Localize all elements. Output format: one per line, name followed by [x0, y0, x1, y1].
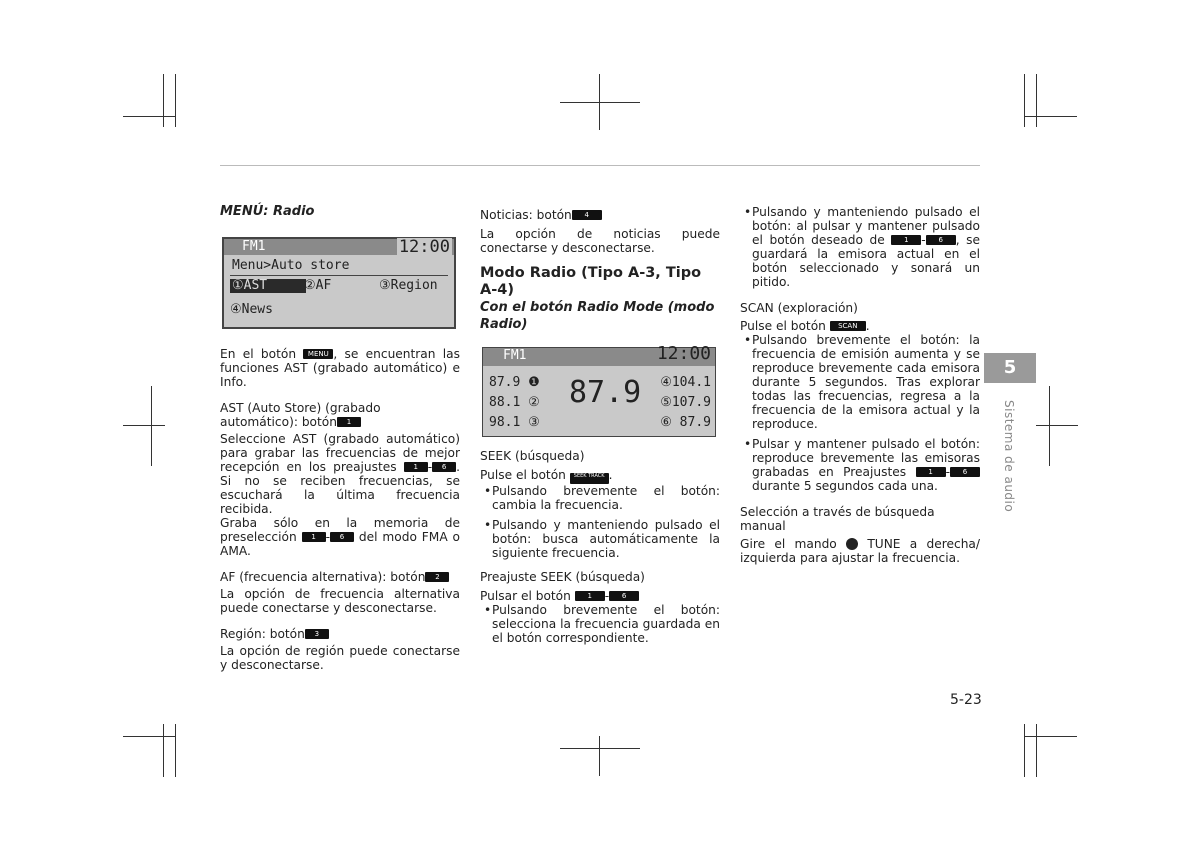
text: Pulsar y mantener pulsado el botón: reproduce brevemente las emisoras grabadas en Preajustes: [752, 437, 980, 479]
band-label: FM1: [503, 348, 527, 363]
crop-mark: [1024, 724, 1025, 777]
column-2: [480, 208, 720, 645]
menu-option-news: ④News: [230, 302, 273, 317]
text: Seleccione AST (grabado automático) para grabar las frecuencias de mejor recepción en los preajustes: [220, 432, 460, 474]
bullet-item: • Pulsar y mantener pulsado el botón: reproduce brevemente las emisoras grabadas en Preajustes 1 - 6 durante 5 segundos cada una.: [740, 437, 980, 493]
column-1: [220, 205, 460, 672]
preset-1-button-icon: 1: [916, 467, 946, 477]
preset-1-button-icon: 1: [337, 417, 361, 427]
bullet-item: • Pulsando brevemente el botón: cambia la frecuencia.: [480, 484, 720, 512]
paragraph: [740, 537, 980, 565]
menu-path: Menu>Auto store: [232, 258, 350, 273]
scan-button-icon: SCAN: [830, 321, 866, 331]
preset-6-button-icon: 6: [330, 532, 354, 542]
preset-left-3: 98.1 ③: [489, 415, 540, 430]
text: AST (Auto Store) (grabado automático): botón: [220, 401, 381, 429]
crop-mark: [123, 116, 176, 117]
subheading: SCAN (exploración): [740, 301, 858, 315]
tune-knob-icon: [846, 538, 858, 550]
preset-1-button-icon: 1: [891, 235, 921, 245]
subheading: [220, 627, 460, 641]
preset-6-button-icon: 6: [950, 467, 980, 477]
text: Pulse el botón: [480, 468, 566, 482]
page-number: 5-23: [950, 692, 982, 708]
text: del modo FMA o AMA.: [220, 530, 460, 558]
text: , se encuentran las funciones AST (grabado automático) e Info.: [220, 347, 460, 389]
preset-6-button-icon: 6: [432, 462, 456, 472]
lcd-display: [482, 343, 716, 437]
crop-mark: [163, 74, 164, 127]
crop-mark: [163, 724, 164, 777]
paragraph: Seleccione AST (grabado automático) para grabar las frecuencias de mejor recepción en los preajustes 1 - 6 . Si no se reciben frecuencias, se escuchará la última frecuencia recibida.: [220, 432, 461, 516]
text: durante 5 segundos cada una.: [752, 479, 938, 493]
crop-mark: [1036, 425, 1078, 426]
paragraph: Pulsar el botón 1 - 6: [480, 589, 720, 603]
text: En el botón: [220, 347, 297, 361]
preset-1-button-icon: 1: [302, 532, 326, 542]
subheading: SEEK (búsqueda): [480, 449, 585, 463]
crop-mark: [1024, 116, 1077, 117]
column-3: [740, 205, 980, 565]
chapter-title-text: Sistema de audio: [1002, 400, 1016, 513]
bullet-item: • Pulsando y manteniendo pulsado el botón: busca automáticamente la siguiente frecuencia.: [480, 518, 720, 560]
subheading: Preajuste SEEK (búsqueda): [480, 570, 645, 584]
preset-right-6: ⑥ 87.9: [660, 415, 711, 430]
crop-mark: [175, 74, 176, 127]
text: Pulsar el botón: [480, 589, 571, 603]
preset-right-5: ⑤107.9: [660, 395, 711, 410]
subheading: [220, 570, 460, 584]
menu-option-af: ②AF: [304, 278, 332, 293]
crop-mark: [1036, 724, 1037, 777]
crop-mark: [599, 736, 600, 776]
preset-1-button-icon: 1: [404, 462, 428, 472]
preset-2-button-icon: 2: [425, 572, 449, 582]
preset-6-button-icon: 6: [609, 591, 639, 601]
band-label: FM1: [242, 239, 266, 254]
bullet-item: • Pulsando y manteniendo pulsado el botón: al pulsar y mantener pulsado el botón deseado de 1 - 6 , se guardará la emisora actual en el botón seleccionado y sonará un pitido.: [740, 205, 980, 289]
crop-mark: [123, 425, 165, 426]
preset-4-button-icon: 4: [572, 210, 602, 220]
text: Noticias: botón: [480, 208, 572, 222]
lcd-status-bar: [483, 343, 715, 366]
subheading: Selección a través de búsqueda manual: [740, 505, 935, 533]
crop-mark: [1024, 736, 1077, 737]
crop-mark: [1036, 74, 1037, 127]
radio-mode-screen: [480, 343, 720, 439]
bullet-item: • Pulsando brevemente el botón: selecciona la frecuencia guardada en el botón correspondiente.: [480, 603, 720, 645]
paragraph: [220, 347, 460, 389]
chapter-tab: 5: [984, 353, 1036, 383]
header-rule: [220, 165, 980, 166]
paragraph: Pulse el botón SEEK TRACK .: [480, 468, 613, 482]
text: . Si no se reciben frecuencias, se escuchará la última frecuencia recibida.: [220, 460, 461, 516]
text: Pulsando y manteniendo pulsado el botón: al pulsar y mantener pulsado el botón deseado de: [752, 205, 980, 247]
crop-mark: [560, 102, 640, 103]
crop-mark: [175, 724, 176, 777]
radio-menu-screen: [220, 237, 460, 329]
section-heading: Modo Radio (Tipo A-3, Tipo A-4): [480, 265, 702, 298]
paragraph: La opción de frecuencia alternativa puede conectarse y desconectarse.: [220, 587, 460, 615]
subheading: [220, 401, 460, 429]
subheading: [480, 208, 720, 222]
text: Gire el mando: [740, 537, 837, 551]
text: , se guardará la emisora actual en el botón seleccionado y sonará un pitido.: [752, 233, 980, 289]
paragraph: La opción de noticias puede conectarse y desconectarse.: [480, 227, 720, 255]
crop-mark: [599, 74, 600, 130]
paragraph: Pulse el botón SCAN .: [740, 319, 870, 333]
text: Región: botón: [220, 627, 305, 641]
chapter-title: [1002, 400, 1018, 520]
crop-mark: [1049, 386, 1050, 466]
preset-1-button-icon: 1: [575, 591, 605, 601]
crop-mark: [560, 748, 640, 749]
lcd-status-bar: [224, 239, 454, 255]
preset-left-1: 87.9 ❶: [489, 375, 540, 390]
preset-6-button-icon: 6: [926, 235, 956, 245]
crop-mark: [123, 736, 176, 737]
section-heading: MENÚ: Radio: [220, 204, 315, 219]
seek-track-button-icon: SEEK TRACK: [570, 473, 609, 484]
text: Graba sólo en la memoria de preselección: [220, 516, 460, 544]
bullet-item: • Pulsando brevemente el botón: la frecuencia de emisión aumenta y se reproduce brevemente cada emisora durante 5 segundos. Tras explorar todas las frecuencias, regresa a la frecuencia de la emisora actual y la reproduce.: [740, 333, 980, 431]
text: AF (frecuencia alternativa): botón: [220, 570, 426, 584]
menu-divider: [230, 275, 448, 276]
clock-label: 12:00: [656, 343, 711, 364]
text: TUNE a derecha/ izquierda para ajustar la frecuencia.: [740, 537, 981, 565]
section-subheading: Con el botón Radio Mode (modo Radio): [480, 300, 715, 332]
crop-mark: [151, 386, 152, 466]
menu-button-icon: MENU: [303, 349, 333, 359]
clock-label: 12:00: [398, 237, 450, 257]
preset-left-2: 88.1 ②: [489, 395, 540, 410]
preset-3-button-icon: 3: [305, 629, 329, 639]
paragraph: Graba sólo en la memoria de preselección 1 - 6 del modo FMA o AMA.: [220, 516, 460, 558]
preset-right-4: ④104.1: [660, 375, 711, 390]
lcd-display: [222, 237, 456, 329]
crop-mark: [1024, 74, 1025, 127]
paragraph: La opción de región puede conectarse y desconectarse.: [220, 644, 460, 672]
menu-option-ast: ①AST: [230, 279, 306, 293]
menu-option-region: ③Region: [379, 278, 438, 293]
text: Pulse el botón: [740, 319, 826, 333]
current-frequency: 87.9: [569, 375, 642, 410]
